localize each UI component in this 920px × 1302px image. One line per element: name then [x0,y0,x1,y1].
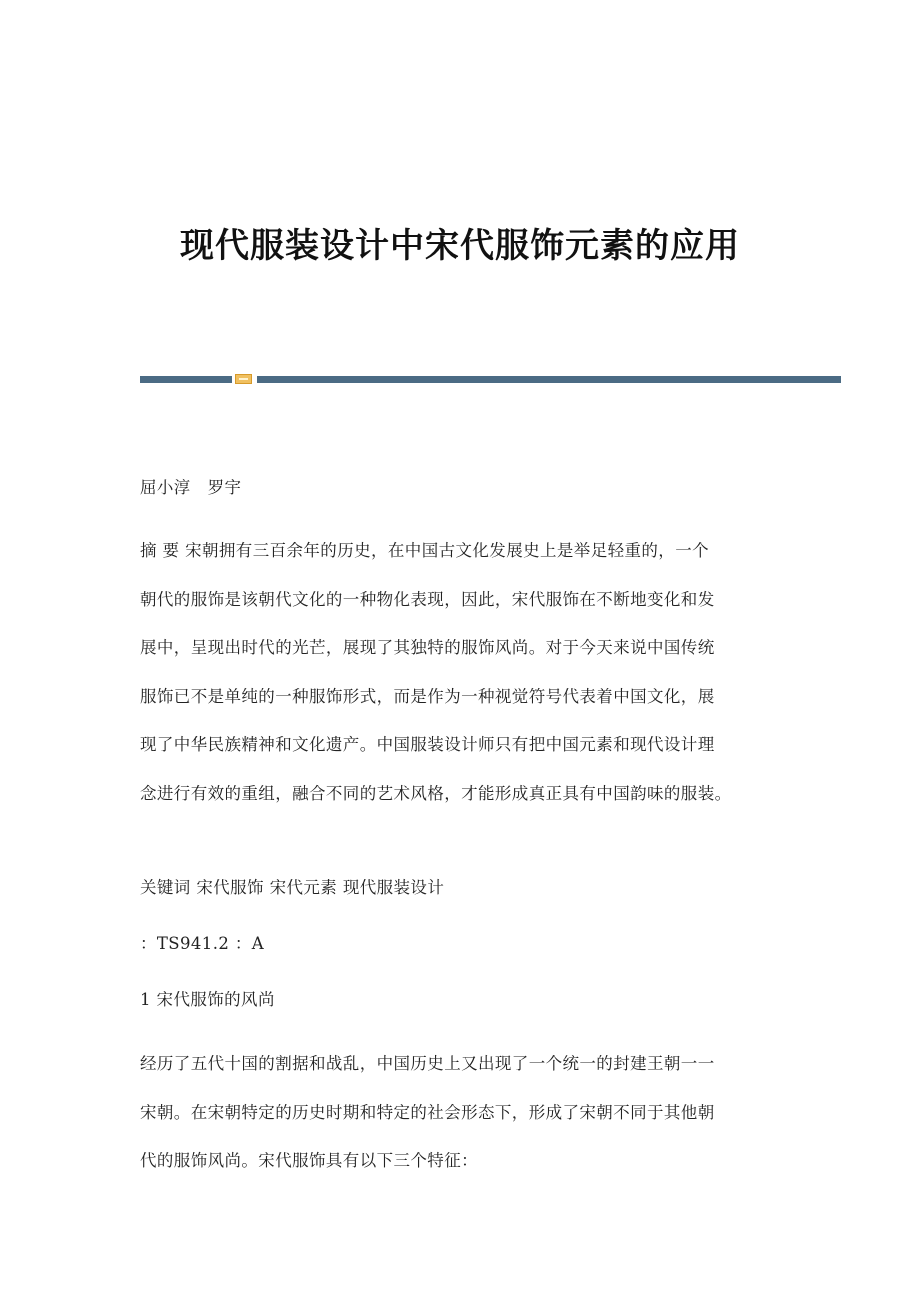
abstract [140,527,790,818]
document-title: 现代服装设计中宋代服饰元素的应用 [180,226,740,266]
section-heading: 1 宋代服饰的风尚 [140,990,275,1009]
authors: 屈小淳 罗宇 [140,478,242,497]
keywords: 关键词 宋代服饰 宋代元素 现代服装设计 [140,878,445,897]
body-line: 代的服饰风尚。宋代服饰具有以下三个特征： [140,1151,478,1170]
abstract-line: 现了中华民族精神和文化遗产。中国服装设计师只有把中国元素和现代设计理 [140,735,715,754]
abstract-line: 念进行有效的重组，融合不同的艺术风格，才能形成真正具有中国韵味的服装。 [140,783,732,803]
body-line: 经历了五代十国的割据和战乱，中国历史上又出现了一个统一的封建王朝一一 [140,1054,715,1073]
divider-bar-left [140,376,232,383]
body-line: 宋朝。在宋朝特定的历史时期和特定的社会形态下，形成了宋朝不同于其他朝 [140,1102,715,1122]
abstract-line: 摘 要 宋朝拥有三百余年的历史，在中国古文化发展史上是举足轻重的，一个 [140,541,709,560]
abstract-line: 服饰已不是单纯的一种服饰形式，而是作为一种视觉符号代表着中国文化，展 [140,686,715,706]
abstract-line: 朝代的服饰是该朝代文化的一种物化表现，因此，宋代服饰在不断地变化和发 [140,589,715,609]
abstract-line: 展中，呈现出时代的光芒，展现了其独特的服饰风尚。对于今天来说中国传统 [140,638,715,657]
title-divider [140,374,841,384]
divider-badge-icon [235,374,252,384]
classification-code: ：TS941.2 ：A [140,934,265,953]
body-paragraph [140,1040,800,1186]
divider-bar-right [257,376,841,383]
